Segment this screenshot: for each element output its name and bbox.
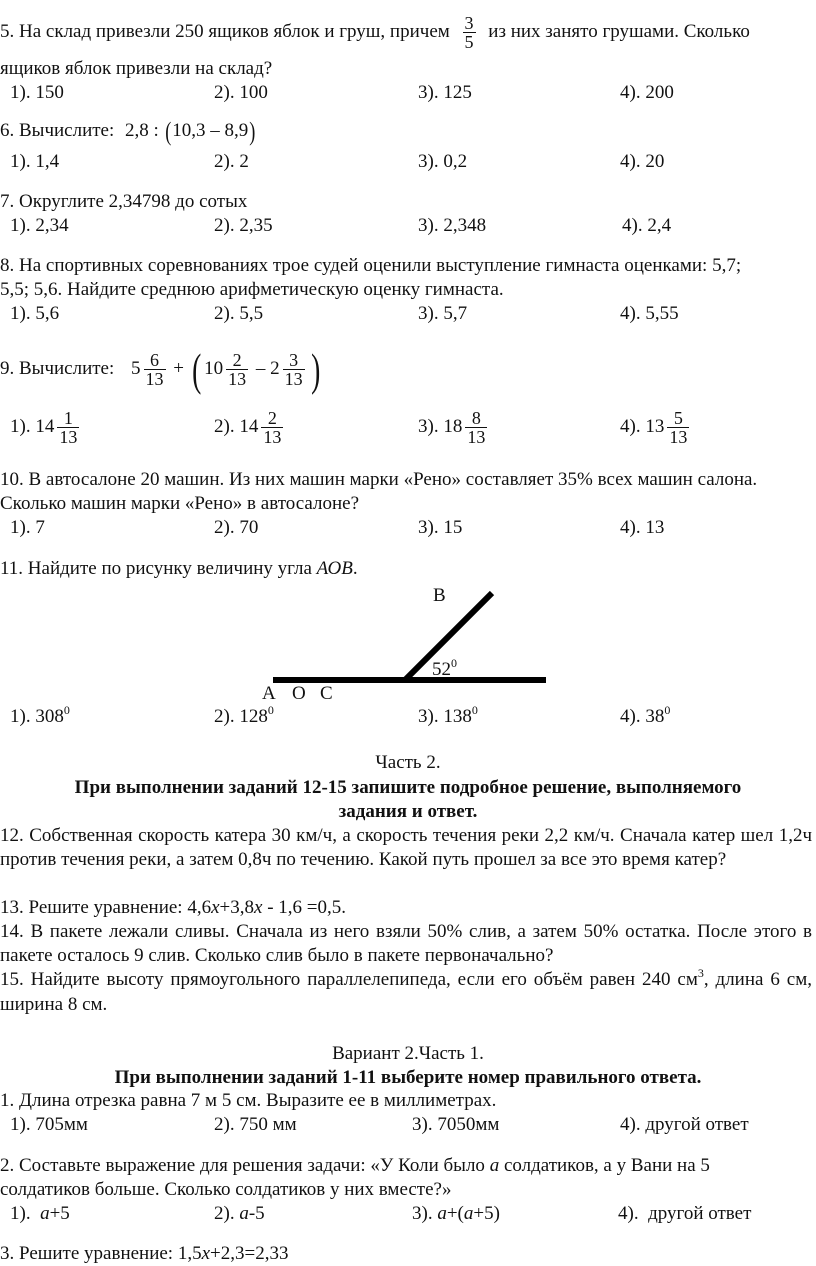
q10-line2: Сколько машин марки «Рено» в автосалоне? — [0, 493, 359, 514]
q5-line1 — [0, 14, 750, 51]
q9-option-3-den: 13 — [467, 427, 486, 448]
q10-option-1[interactable]: 1). 7 — [10, 517, 45, 538]
q9-frac-3 — [283, 351, 305, 388]
v2q2-text-a: 2. Составьте выражение для решения задачи: «У Коли было — [0, 1155, 490, 1176]
q8-option-4[interactable]: 4). 5,55 — [620, 303, 679, 324]
q11-angle-name: АОВ — [316, 558, 353, 579]
v2q1-option-1[interactable]: 1). 705мм — [10, 1114, 88, 1135]
q5-line2: ящиков яблок привезли на склад? — [0, 58, 273, 79]
q6-expr-a: 2,8 : — [125, 120, 159, 141]
q7-text: 7. Округлите 2,34798 до сотых — [0, 191, 248, 212]
v2q2-option-2[interactable] — [214, 1203, 265, 1225]
q5-option-2[interactable]: 2). 100 — [214, 82, 268, 103]
v2q1-option-2[interactable]: 2). 750 мм — [214, 1114, 297, 1135]
q9-frac-2-num: 2 — [232, 350, 242, 371]
variant2-title: Вариант 2.Часть 1. — [332, 1043, 484, 1064]
v2q3-text-b: +2,3=2,33 — [210, 1243, 289, 1264]
q6-expr-b: 10,3 – 8,9 — [172, 120, 249, 141]
q11-label-o: О — [292, 683, 306, 704]
q5-frac-num: 3 — [464, 13, 474, 33]
q11-option-1-label: 1). 308 — [10, 706, 64, 727]
q9-plus: + — [173, 358, 184, 379]
q9-option-1-den: 13 — [59, 427, 78, 448]
q9-option-1-num: 1 — [63, 408, 73, 429]
q9-option-4-num: 5 — [673, 408, 683, 429]
q13-text-b: +3,8 — [219, 897, 254, 918]
v2q2-option-3[interactable] — [412, 1203, 500, 1225]
q11-angle-diagram — [0, 580, 816, 700]
q9-option-1-label: 1). 14 — [10, 416, 55, 437]
q11-option-4-degree: 0 — [664, 703, 671, 717]
q9-option-3-frac — [465, 409, 487, 446]
q9-whole-1: 5 — [131, 358, 141, 379]
q9-option-2-den: 13 — [263, 427, 282, 448]
q8-line2: 5,5; 5,6. Найдите среднюю арифметическую оценку гимнаста. — [0, 279, 504, 300]
q7-option-1[interactable]: 1). 2,34 — [10, 215, 69, 236]
q11-angle-degree: 0 — [451, 656, 457, 670]
v2q2-var: а — [489, 1155, 500, 1176]
v2q2-option-1-var: а — [40, 1203, 50, 1224]
q9-line — [0, 344, 323, 394]
v2q2-line1 — [0, 1155, 710, 1177]
q10-option-2[interactable]: 2). 70 — [214, 517, 259, 538]
v2q2-text-b: солдатиков, а у Вани на 5 — [499, 1155, 710, 1176]
q6-option-4[interactable]: 4). 20 — [620, 151, 665, 172]
q11-option-3-label: 3). 138 — [418, 706, 472, 727]
q13-line — [0, 897, 346, 919]
q9-frac-1 — [144, 351, 166, 388]
v2q2-option-1-num: 1). — [10, 1203, 41, 1224]
q9-whole-2: 10 — [204, 358, 224, 379]
v2q2-option-2-rest: -5 — [248, 1203, 265, 1224]
q9-option-2-num: 2 — [267, 408, 277, 429]
q11-label-c: С — [320, 683, 333, 704]
q9-option-4-den: 13 — [669, 427, 688, 448]
q10-option-4[interactable]: 4). 13 — [620, 517, 665, 538]
q14-text: 14. В пакете лежали сливы. Сначала из него взяли 50% слив, а затем 50% остатка. После этого в пакете осталось 9 слив. Сколько слив было в пакете первоначально? — [0, 921, 812, 966]
q8-option-3[interactable]: 3). 5,7 — [418, 303, 468, 324]
q15-text-b: , длина 6 см, ширина 8 см. — [0, 969, 812, 1015]
q5-frac-den: 5 — [464, 32, 474, 52]
q11-text: 11. Найдите по рисунку величину угла — [0, 558, 317, 579]
q9-frac-2-den: 13 — [228, 369, 247, 390]
q9-option-4-frac — [667, 409, 689, 446]
q7-option-4[interactable]: 4). 2,4 — [622, 215, 672, 236]
q5-option-3[interactable]: 3). 125 — [418, 82, 472, 103]
v2q2-option-3-rest: +5) — [473, 1203, 500, 1224]
q9-option-4[interactable] — [620, 404, 692, 450]
q6-paren-left: ( — [164, 116, 171, 146]
q6-text: 6. Вычислите: — [0, 120, 115, 141]
v2q1-option-3[interactable]: 3). 7050мм — [412, 1114, 500, 1135]
v2q2-option-4[interactable]: 4). другой ответ — [618, 1203, 752, 1224]
q11-text-line — [0, 558, 358, 580]
q11-option-3[interactable] — [418, 703, 478, 729]
q5-option-4[interactable]: 4). 200 — [620, 82, 674, 103]
v2q3-text-a: 3. Решите уравнение: 1,5 — [0, 1243, 202, 1264]
v2q2-option-2-num: 2). — [214, 1203, 240, 1224]
q9-frac-3-den: 13 — [284, 369, 303, 390]
q11-option-1-degree: 0 — [63, 703, 70, 717]
v2q1-text: 1. Длина отрезка равна 7 м 5 см. Выразите ее в миллиметрах. — [0, 1090, 497, 1111]
q8-option-1[interactable]: 1). 5,6 — [10, 303, 60, 324]
q13-var-2: x — [254, 897, 263, 918]
v2q2-option-2-var: а — [239, 1203, 249, 1224]
q9-whole-3: 2 — [270, 358, 280, 379]
v2q2-option-3-var-1: а — [437, 1203, 447, 1224]
q9-option-1[interactable] — [10, 404, 82, 450]
v2q2-option-1-rest: +5 — [49, 1203, 70, 1224]
q6-line — [0, 116, 257, 146]
q7-option-2[interactable]: 2). 2,35 — [214, 215, 273, 236]
q5-text-b: из них занято грушами. Сколько — [488, 20, 750, 42]
q11-option-1[interactable] — [10, 703, 70, 729]
part2-instruction-2: задания и ответ. — [338, 801, 478, 822]
v2q2-line2: солдатиков больше. Сколько солдатиков у них вместе?» — [0, 1179, 452, 1200]
q9-option-2-label: 2). 14 — [214, 416, 259, 437]
q9-option-3-num: 8 — [471, 408, 481, 429]
q11-label-a: А — [262, 683, 276, 704]
variant2-instruction: При выполнении заданий 1-11 выберите номер правильного ответа. — [114, 1067, 702, 1088]
q9-text: 9. Вычислите: — [0, 358, 115, 379]
q9-minus: – — [255, 358, 266, 379]
q11-label-b: В — [433, 585, 446, 606]
q13-text-a: 13. Решите уравнение: 4,6 — [0, 897, 212, 918]
q11-option-4-label: 4). 38 — [620, 706, 665, 727]
v2q2-option-3-var-2: а — [463, 1203, 474, 1224]
q9-option-1-frac — [57, 409, 79, 446]
v2q3-var: x — [201, 1243, 211, 1264]
v2q3-line — [0, 1243, 288, 1265]
q5-text-a: 5. На склад привезли 250 ящиков яблок и груш, причем — [0, 20, 450, 42]
q11-angle-value: 52 — [432, 659, 451, 680]
q11-option-2-degree: 0 — [267, 703, 274, 717]
q10-line1: 10. В автосалоне 20 машин. Из них машин марки «Рено» составляет 35% всех машин салона. — [0, 469, 758, 490]
part2-instruction-1: При выполнении заданий 12-15 запишите подробное решение, выполняемого — [74, 777, 742, 798]
q11-option-3-degree: 0 — [471, 703, 478, 717]
q7-option-3[interactable]: 3). 2,348 — [418, 215, 487, 236]
q9-option-4-label: 4). 13 — [620, 416, 665, 437]
q9-option-3-label: 3). 18 — [418, 416, 463, 437]
q11-option-2-label: 2). 128 — [214, 706, 268, 727]
q9-option-2[interactable] — [214, 404, 286, 450]
q12-text: 12. Собственная скорость катера 30 км/ч, а скорость течения реки 2,2 км/ч. Сначала катер шел 1,2ч против течения реки, а затем 0,8ч по течению. Какой путь прошел за все это время катер? — [0, 825, 812, 870]
q11-option-4[interactable] — [620, 703, 671, 729]
v2q1-option-4[interactable]: 4). другой ответ — [620, 1114, 749, 1135]
q9-frac-3-num: 3 — [289, 350, 299, 371]
q13-text-c: - 1,6 =0,5. — [262, 897, 346, 918]
q10-option-3[interactable]: 3). 15 — [418, 517, 463, 538]
q11-label-angle — [432, 656, 457, 682]
q8-line1: 8. На спортивных соревнованиях трое судей оценили выступление гимнаста оценками: 5,7; — [0, 255, 742, 276]
v2q2-option-1[interactable] — [10, 1203, 70, 1225]
q6-paren-right: ) — [249, 116, 256, 146]
q9-frac-1-num: 6 — [150, 350, 160, 371]
q6-option-1[interactable]: 1). 1,4 — [10, 151, 60, 172]
q15-cube: 3 — [697, 966, 704, 980]
q5-option-1[interactable]: 1). 150 — [10, 82, 64, 103]
q9-frac-2 — [226, 351, 248, 388]
q11-dot: . — [352, 558, 358, 579]
q6-option-2[interactable]: 2). 2 — [214, 151, 249, 172]
q15-text — [0, 968, 812, 1017]
q9-option-3[interactable] — [418, 404, 490, 450]
q8-option-2[interactable]: 2). 5,5 — [214, 303, 264, 324]
q5-fraction — [463, 14, 476, 51]
q15-text-a: 15. Найдите высоту прямоугольного параллелепипеда, если его объём равен 240 см — [0, 969, 698, 990]
q11-option-2[interactable] — [214, 703, 274, 729]
q9-paren-left: ( — [191, 343, 201, 395]
q9-option-2-frac — [261, 409, 283, 446]
part2-title: Часть 2. — [375, 752, 441, 773]
q6-option-3[interactable]: 3). 0,2 — [418, 151, 468, 172]
v2q2-option-3-num: 3). — [412, 1203, 438, 1224]
q13-var-1: x — [211, 897, 220, 918]
q9-paren-right: ) — [310, 343, 320, 395]
q9-frac-1-den: 13 — [145, 369, 164, 390]
v2q2-option-3-mid: +( — [446, 1203, 464, 1224]
